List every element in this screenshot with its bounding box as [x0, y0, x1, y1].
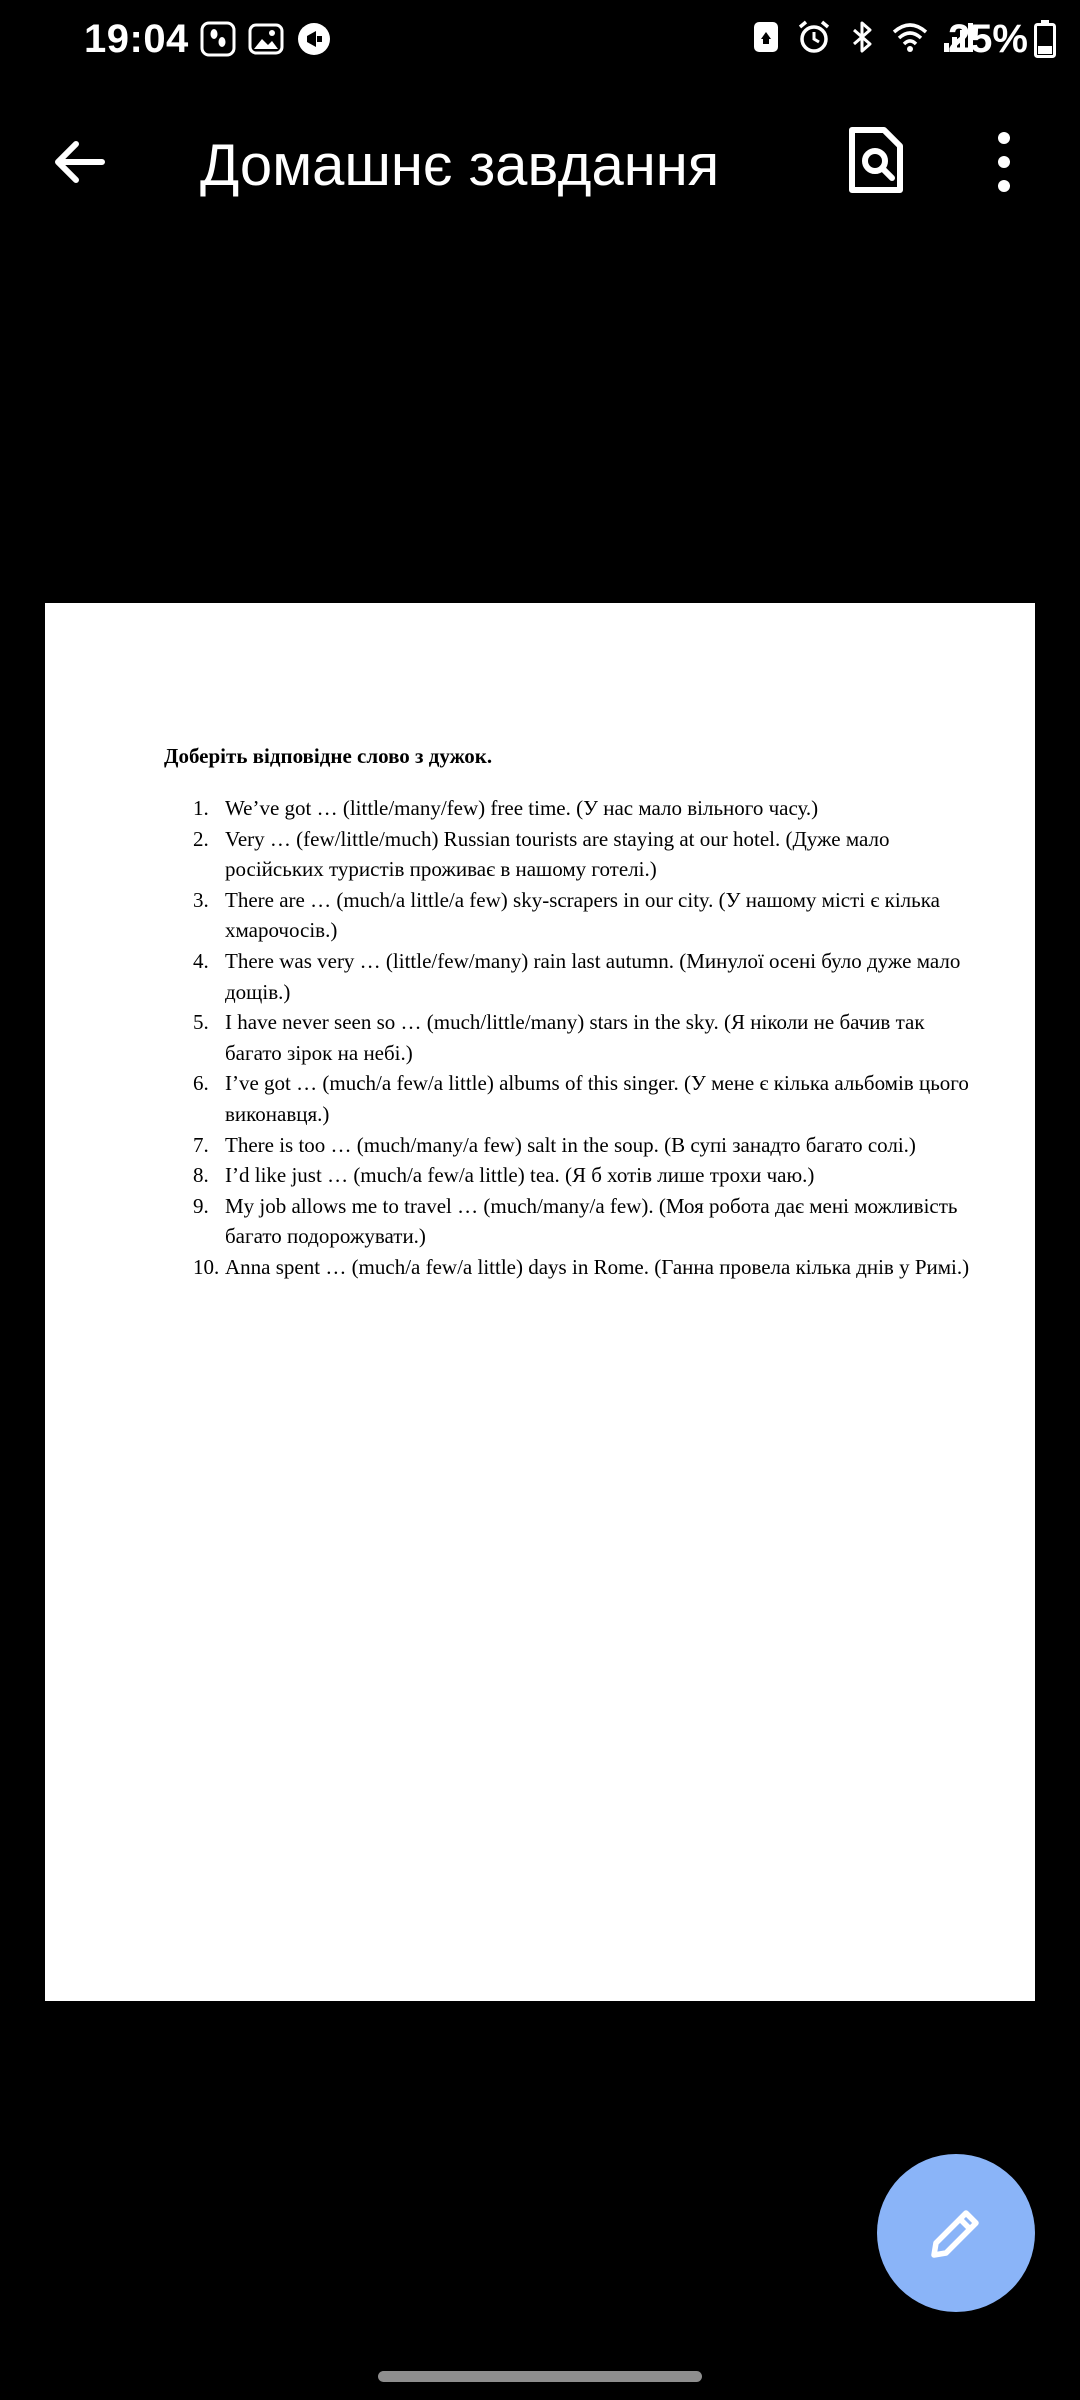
- more-vert-icon[interactable]: [984, 126, 1024, 198]
- alarm-icon: [796, 19, 832, 55]
- document-title: Домашнє завдання: [200, 133, 720, 198]
- bluetooth-icon: [844, 19, 880, 55]
- exercise-item-number: 2.: [193, 826, 209, 851]
- exercise-item-number: 5.: [193, 1010, 209, 1035]
- exercise-item: [193, 824, 973, 885]
- exercise-item-number: 9.: [193, 1193, 209, 1218]
- exercise-item-text: There are … (much/a little/a few) sky-scrapers in our city. (У нашому місті є кілька хмарочосів.): [225, 887, 940, 943]
- exercise-item-text: Very … (few/little/much) Russian tourists are staying at our hotel. (Дуже мало російських туристів проживає в нашому готелі.): [225, 826, 890, 882]
- gesture-navigation-bar[interactable]: [378, 2371, 702, 2382]
- exercise-item-text: There was very … (little/few/many) rain last autumn. (Минулої осені було дуже мало дощів.): [225, 948, 961, 1004]
- exercise-item: [193, 1130, 973, 1161]
- recycle-icon: [748, 19, 784, 55]
- pedometer-icon: [200, 21, 236, 57]
- battery-icon: [1034, 20, 1056, 58]
- edit-fab-button[interactable]: [877, 2154, 1035, 2312]
- exercise-item-number: 1.: [193, 796, 209, 820]
- app-bar: [0, 100, 1080, 230]
- back-arrow-icon[interactable]: [44, 126, 116, 198]
- podcast-icon: [296, 21, 332, 57]
- status-time: 19:04: [84, 17, 189, 61]
- exercise-item-text: I have never seen so … (much/little/many) stars in the sky. (Я ніколи не бачив так багато зірок на небі.): [225, 1010, 925, 1065]
- exercise-item-text: We’ve got … (little/many/few) free time. (У нас мало вільного часу.): [225, 796, 819, 820]
- exercise-list: [193, 793, 973, 1283]
- exercise-item: [193, 793, 973, 824]
- exercise-item-number: 6.: [193, 1071, 209, 1096]
- exercise-item: [193, 1191, 973, 1252]
- exercise-item-number: 4.: [193, 948, 209, 973]
- exercise-item: [193, 1160, 973, 1191]
- status-bar: [0, 0, 1080, 78]
- exercise-item-text: I’d like just … (much/a few/a little) tea. (Я б хотів лише трохи чаю.): [225, 1163, 815, 1188]
- exercise-item: [193, 1252, 973, 1283]
- gallery-icon: [248, 21, 284, 57]
- exercise-item-number: 7.: [193, 1132, 209, 1157]
- battery-percent: 25%: [947, 17, 1028, 61]
- exercise-item-number: 10.: [193, 1254, 220, 1279]
- exercise-item: [193, 1068, 973, 1129]
- wifi-icon: [892, 19, 928, 55]
- exercise-item-number: 3.: [193, 887, 209, 912]
- document-page[interactable]: [45, 603, 1035, 2001]
- exercise-item-text: I’ve got … (much/a few/a little) albums of this singer. (У мене є кілька альбомів цього виконавця.): [225, 1071, 969, 1126]
- exercise-item-text: Anna spent … (much/a few/a little) days in Rome. (Ганна провела кілька днів у Римі.): [225, 1254, 970, 1279]
- edit-pencil-icon: [924, 2201, 988, 2265]
- exercise-item-number: 8.: [193, 1163, 209, 1188]
- notification-icons: [200, 21, 332, 57]
- find-in-document-icon[interactable]: [838, 122, 914, 198]
- exercise-heading: Доберіть відповідне слово з дужок.: [164, 744, 493, 768]
- exercise-item: [193, 1007, 973, 1068]
- system-icons: [748, 19, 976, 55]
- exercise-item-text: There is too … (much/many/a few) salt in the soup. (В супі занадто багато солі.): [225, 1132, 916, 1157]
- exercise-item: [193, 885, 973, 946]
- exercise-item-text: My job allows me to travel … (much/many/a few). (Моя робота дає мені можливість багато подорожувати.): [225, 1193, 958, 1249]
- exercise-item: [193, 946, 973, 1007]
